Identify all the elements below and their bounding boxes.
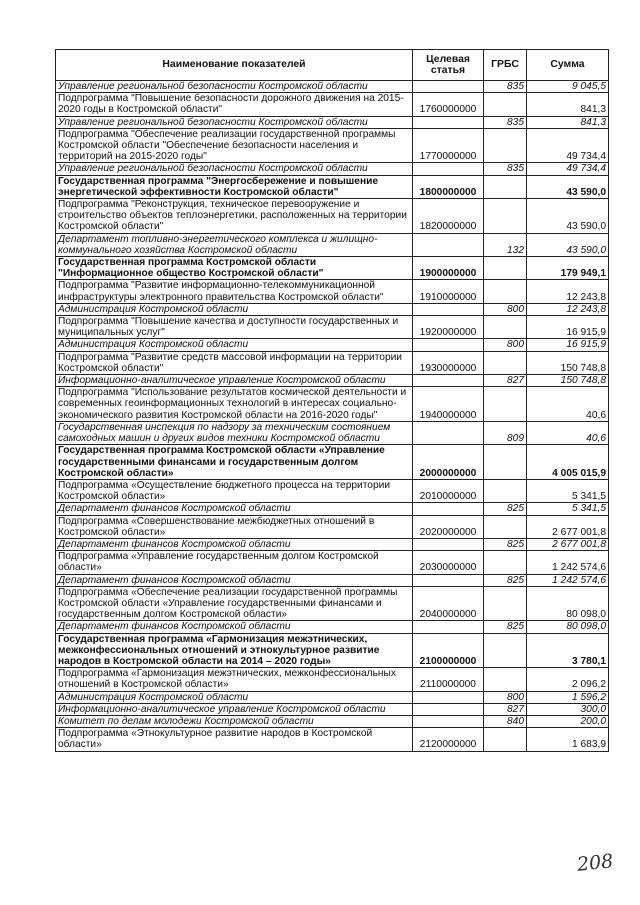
table-row — [56, 93, 609, 116]
row-grbs-cell — [484, 445, 527, 480]
row-sum-cell: 200,0 — [527, 715, 609, 727]
row-name-cell: Информационно-аналитическое управление Костромской области — [56, 375, 413, 387]
table-row — [56, 233, 609, 256]
row-code-cell — [413, 81, 484, 93]
row-grbs-cell — [484, 128, 527, 163]
row-grbs-cell — [484, 633, 527, 668]
row-name-cell: Управление региональной безопасности Костромской области — [56, 163, 413, 175]
row-name-cell: Подпрограмма "Развитие средств массовой информации на территории Костромской области" — [56, 351, 413, 374]
row-sum-cell: 1 242 574,6 — [527, 551, 609, 574]
row-code-cell — [413, 163, 484, 175]
table-row — [56, 421, 609, 444]
table-row — [56, 163, 609, 175]
row-code-cell: 1770000000 — [413, 128, 484, 163]
row-code-cell: 1920000000 — [413, 316, 484, 339]
row-sum-cell: 80 098,0 — [527, 621, 609, 633]
row-code-cell — [413, 621, 484, 633]
row-sum-cell: 49 734,4 — [527, 163, 609, 175]
table-row — [56, 633, 609, 668]
table-row — [56, 551, 609, 574]
row-sum-cell: 1 596,2 — [527, 691, 609, 703]
row-code-cell — [413, 538, 484, 550]
row-grbs-cell: 835 — [484, 81, 527, 93]
row-sum-cell: 16 915,9 — [527, 339, 609, 351]
row-sum-cell: 80 098,0 — [527, 586, 609, 621]
row-sum-cell: 5 341,5 — [527, 503, 609, 515]
row-name-cell: Подпрограмма «Гармонизация межэтнических, межконфессиональных отношений в Костромской области» — [56, 668, 413, 691]
row-sum-cell: 841,3 — [527, 116, 609, 128]
row-code-cell — [413, 703, 484, 715]
row-code-cell — [413, 421, 484, 444]
table-row — [56, 387, 609, 422]
row-grbs-cell — [484, 586, 527, 621]
table-row — [56, 316, 609, 339]
row-code-cell — [413, 574, 484, 586]
table-row — [56, 515, 609, 538]
table-row — [56, 538, 609, 550]
row-sum-cell: 3 780,1 — [527, 633, 609, 668]
row-grbs-cell — [484, 387, 527, 422]
header-target-article: Целевая статья — [413, 50, 484, 81]
row-grbs-cell — [484, 668, 527, 691]
page-number: 208 — [575, 850, 615, 876]
table-row — [56, 257, 609, 280]
header-name: Наименование показателей — [56, 50, 413, 81]
row-sum-cell: 12 243,8 — [527, 303, 609, 315]
row-sum-cell: 150 748,8 — [527, 351, 609, 374]
row-name-cell: Подпрограмма "Использование результатов космической деятельности и современных геоинформационных технологий в интересах социально-экономического развития Костромской области на 2016-2020 годы" — [56, 387, 413, 422]
row-grbs-cell: 825 — [484, 503, 527, 515]
row-name-cell: Подпрограмма "Реконструкция, техническое перевооружение и строительство объектов теплоэнергетики, расположенных на территории Костромской области" — [56, 199, 413, 234]
table-row — [56, 128, 609, 163]
row-sum-cell: 40,6 — [527, 387, 609, 422]
table-row — [56, 351, 609, 374]
row-name-cell: Подпрограмма «Совершенствование межбюджетных отношений в Костромской области» — [56, 515, 413, 538]
row-grbs-cell — [484, 175, 527, 198]
header-grbs: ГРБС — [484, 50, 527, 81]
row-code-cell — [413, 715, 484, 727]
table-row — [56, 586, 609, 621]
row-name-cell: Государственная инспекция по надзору за техническим состоянием самоходных машин и других видов техники Костромской области — [56, 421, 413, 444]
row-grbs-cell: 835 — [484, 163, 527, 175]
row-name-cell: Администрация Костромской области — [56, 303, 413, 315]
row-grbs-cell — [484, 199, 527, 234]
row-name-cell: Департамент топливно-энергетического комплекса и жилищно-коммунального хозяйства Костромской области — [56, 233, 413, 256]
table-body — [56, 81, 609, 752]
table-header — [56, 50, 609, 81]
header-sum: Сумма — [527, 50, 609, 81]
table-row — [56, 339, 609, 351]
row-sum-cell: 16 915,9 — [527, 316, 609, 339]
row-grbs-cell: 132 — [484, 233, 527, 256]
row-code-cell: 1910000000 — [413, 280, 484, 303]
row-code-cell — [413, 375, 484, 387]
row-name-cell: Комитет по делам молодежи Костромской области — [56, 715, 413, 727]
row-sum-cell: 43 590,0 — [527, 199, 609, 234]
row-grbs-cell — [484, 728, 527, 751]
row-code-cell — [413, 503, 484, 515]
row-code-cell: 2110000000 — [413, 668, 484, 691]
row-grbs-cell — [484, 351, 527, 374]
table-row — [56, 574, 609, 586]
table-row — [56, 175, 609, 198]
row-name-cell: Администрация Костромской области — [56, 339, 413, 351]
table-row — [56, 375, 609, 387]
row-name-cell: Подпрограмма "Повышение качества и доступности государственных и муниципальных услуг" — [56, 316, 413, 339]
row-name-cell: Подпрограмма «Обеспечение реализации государственной программы Костромской области «Управление государственными финансами и государственным долгом Костромской области» — [56, 586, 413, 621]
table-row — [56, 715, 609, 727]
row-name-cell: Информационно-аналитическое управление Костромской области — [56, 703, 413, 715]
row-sum-cell: 150 748,8 — [527, 375, 609, 387]
row-grbs-cell: 825 — [484, 621, 527, 633]
row-sum-cell: 40,6 — [527, 421, 609, 444]
table-row — [56, 81, 609, 93]
table-row — [56, 479, 609, 502]
table-row — [56, 703, 609, 715]
row-grbs-cell: 835 — [484, 116, 527, 128]
row-name-cell: Государственная программа Костромской области "Информационное общество Костромской области" — [56, 257, 413, 280]
row-code-cell: 1820000000 — [413, 199, 484, 234]
row-sum-cell: 49 734,4 — [527, 128, 609, 163]
table-row — [56, 621, 609, 633]
row-grbs-cell — [484, 93, 527, 116]
row-code-cell — [413, 691, 484, 703]
row-name-cell: Департамент финансов Костромской области — [56, 538, 413, 550]
row-code-cell: 2120000000 — [413, 728, 484, 751]
row-grbs-cell: 825 — [484, 538, 527, 550]
row-grbs-cell — [484, 316, 527, 339]
row-grbs-cell — [484, 479, 527, 502]
row-name-cell: Подпрограмма «Осуществление бюджетного процесса на территории Костромской области» — [56, 479, 413, 502]
row-name-cell: Управление региональной безопасности Костромской области — [56, 116, 413, 128]
row-grbs-cell — [484, 515, 527, 538]
row-sum-cell: 43 590,0 — [527, 233, 609, 256]
row-code-cell — [413, 116, 484, 128]
table-row — [56, 691, 609, 703]
table-row — [56, 728, 609, 751]
table-row — [56, 199, 609, 234]
row-grbs-cell: 825 — [484, 574, 527, 586]
row-name-cell: Подпрограмма "Развитие информационно-телекоммуникационной инфраструктуры электронного правительства Костромской области" — [56, 280, 413, 303]
row-grbs-cell — [484, 551, 527, 574]
row-grbs-cell — [484, 280, 527, 303]
row-name-cell: Департамент финансов Костромской области — [56, 503, 413, 515]
row-sum-cell: 12 243,8 — [527, 280, 609, 303]
row-sum-cell: 2 096,2 — [527, 668, 609, 691]
row-grbs-cell: 827 — [484, 375, 527, 387]
row-name-cell: Департамент финансов Костромской области — [56, 621, 413, 633]
row-grbs-cell: 840 — [484, 715, 527, 727]
row-grbs-cell — [484, 257, 527, 280]
row-sum-cell: 841,3 — [527, 93, 609, 116]
row-grbs-cell: 800 — [484, 339, 527, 351]
table-row — [56, 303, 609, 315]
row-sum-cell: 300,0 — [527, 703, 609, 715]
row-grbs-cell: 800 — [484, 691, 527, 703]
table-row — [56, 445, 609, 480]
row-code-cell — [413, 233, 484, 256]
row-name-cell: Государственная программа «Гармонизация межэтнических, межконфессиональных отношений и этнокультурное развитие народов в Костромской области на 2014 – 2020 годы» — [56, 633, 413, 668]
row-sum-cell: 1 242 574,6 — [527, 574, 609, 586]
row-name-cell: Департамент финансов Костромской области — [56, 574, 413, 586]
row-name-cell: Подпрограмма «Этнокультурное развитие народов в Костромской области» — [56, 728, 413, 751]
budget-table — [55, 49, 609, 752]
row-code-cell: 1940000000 — [413, 387, 484, 422]
row-sum-cell: 5 341,5 — [527, 479, 609, 502]
row-grbs-cell: 809 — [484, 421, 527, 444]
row-code-cell: 1900000000 — [413, 257, 484, 280]
row-grbs-cell: 827 — [484, 703, 527, 715]
row-code-cell: 2100000000 — [413, 633, 484, 668]
row-sum-cell: 9 045,5 — [527, 81, 609, 93]
row-sum-cell: 2 677 001,8 — [527, 538, 609, 550]
row-code-cell: 2010000000 — [413, 479, 484, 502]
row-code-cell: 1800000000 — [413, 175, 484, 198]
row-code-cell — [413, 303, 484, 315]
row-code-cell: 2000000000 — [413, 445, 484, 480]
table-row — [56, 280, 609, 303]
table-row — [56, 503, 609, 515]
row-name-cell: Государственная программа Костромской области «Управление государственными финансами и государственным долгом Костромской области» — [56, 445, 413, 480]
row-code-cell: 2020000000 — [413, 515, 484, 538]
row-code-cell — [413, 339, 484, 351]
row-name-cell: Подпрограмма "Повышение безопасности дорожного движения на 2015-2020 годы в Костромской области" — [56, 93, 413, 116]
row-sum-cell: 4 005 015,9 — [527, 445, 609, 480]
row-code-cell: 2030000000 — [413, 551, 484, 574]
row-sum-cell: 1 683,9 — [527, 728, 609, 751]
row-name-cell: Подпрограмма «Управление государственным долгом Костромской области» — [56, 551, 413, 574]
row-name-cell: Управление региональной безопасности Костромской области — [56, 81, 413, 93]
row-name-cell: Администрация Костромской области — [56, 691, 413, 703]
table-row — [56, 668, 609, 691]
row-code-cell: 2040000000 — [413, 586, 484, 621]
row-grbs-cell: 800 — [484, 303, 527, 315]
row-sum-cell: 43 590,0 — [527, 175, 609, 198]
table-row — [56, 116, 609, 128]
row-name-cell: Подпрограмма "Обеспечение реализации государственной программы Костромской области "Обеспечение безопасности населения и территорий на 2015-2020 годы" — [56, 128, 413, 163]
row-code-cell: 1760000000 — [413, 93, 484, 116]
row-code-cell: 1930000000 — [413, 351, 484, 374]
row-sum-cell: 179 949,1 — [527, 257, 609, 280]
row-name-cell: Государственная программа "Энергосбережение и повышение энергетической эффективности Костромской области" — [56, 175, 413, 198]
row-sum-cell: 2 677 001,8 — [527, 515, 609, 538]
